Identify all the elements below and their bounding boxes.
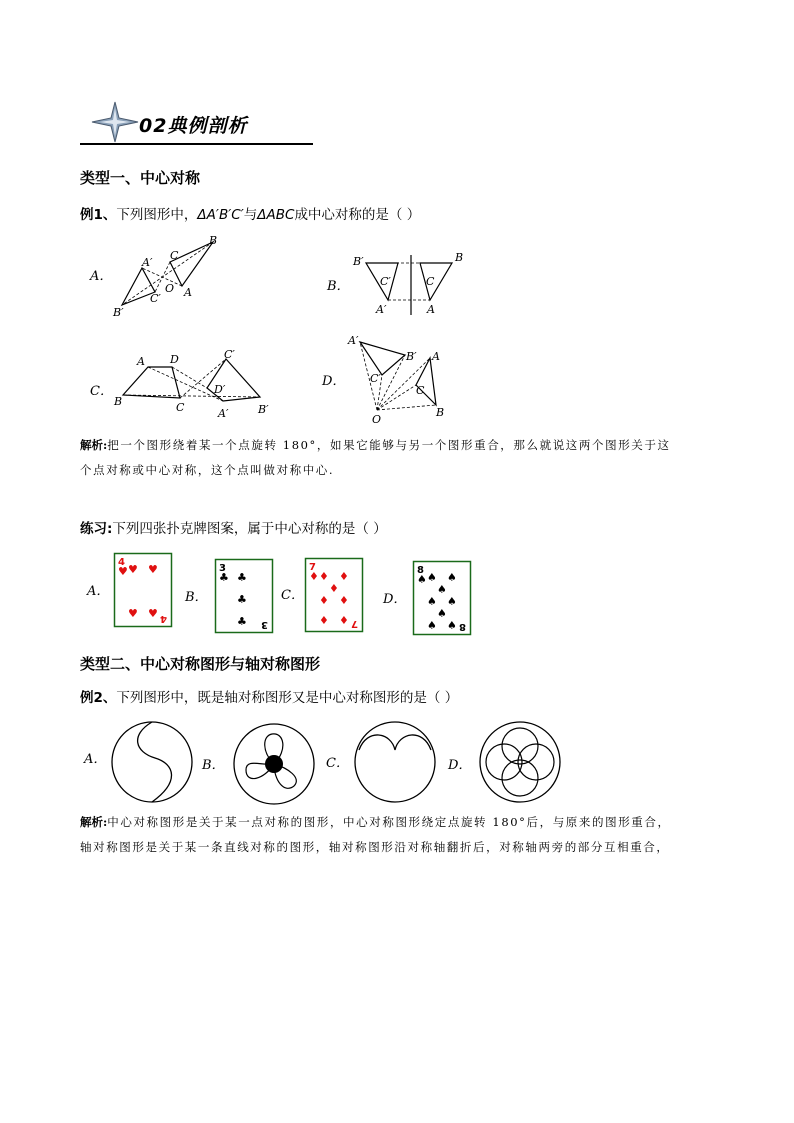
option-b-label: B．: [327, 279, 350, 294]
spade-icon: ♠: [427, 571, 437, 584]
section-header-title: 02典例剖析: [139, 115, 248, 137]
option-a-label: A．: [90, 269, 113, 284]
option-d-figure: [340, 330, 455, 425]
card-rank: 7: [309, 562, 316, 573]
card-rank: 4: [118, 557, 125, 568]
label-o: O: [165, 282, 175, 295]
heart-icon: ♥: [128, 563, 138, 576]
circle-fan-figure: [232, 722, 316, 806]
club-icon: ♣: [237, 593, 247, 606]
spade-icon: ♠: [437, 607, 447, 620]
header-underline: [80, 143, 313, 145]
diamond-icon: ♦: [339, 594, 349, 607]
diamond-icon: ♦: [319, 594, 329, 607]
label-b: B: [114, 395, 123, 408]
label-c-prime: C′: [224, 348, 235, 361]
label-c: C: [176, 401, 185, 414]
type1-heading: 类型一、中心对称: [80, 169, 201, 187]
svg-text:A′: A′: [348, 334, 359, 347]
analysis-1-text: 把一个图形绕着某一个点旋转 180°，如果它能够与另一个图形重合，那么就说这两个图形关于这个点对称或中心对称，这个点叫做对称中心.: [80, 438, 671, 477]
svg-text:C: C: [426, 275, 435, 288]
analysis-1: [80, 433, 680, 483]
heart-icon: ♥: [118, 565, 128, 578]
analysis-1-label: 解析:: [80, 438, 108, 452]
label-a-prime: A′: [218, 407, 229, 420]
card-rank: 8: [459, 621, 466, 632]
heart-icon: ♥: [148, 563, 158, 576]
fig2-option-c-label: C．: [326, 756, 349, 771]
spade-icon: ♠: [427, 619, 437, 632]
svg-text:C′: C′: [380, 275, 391, 288]
type2-heading: 类型二、中心对称图形与轴对称图形: [80, 655, 321, 673]
playing-card-7-diamonds: [305, 558, 363, 632]
diamond-icon: ♦: [339, 570, 349, 583]
spade-icon: ♠: [437, 583, 447, 596]
card-rank: 3: [261, 619, 268, 630]
analysis-2: [80, 810, 680, 860]
example1-text-mid: 与: [243, 207, 258, 223]
diamond-icon: ♦: [339, 614, 349, 627]
practice-text: 下列四张扑克牌图案，属于中心对称的是（ ）: [112, 521, 387, 537]
playing-card-3-clubs: [215, 559, 273, 633]
fig2-option-a-label: A．: [84, 752, 107, 767]
label-d: D: [170, 353, 179, 366]
spade-icon: ♠: [447, 595, 457, 608]
card-rank: 3: [219, 563, 226, 574]
practice-label: 练习:: [80, 521, 113, 537]
spade-icon: ♠: [447, 571, 457, 584]
option-d-label: D．: [322, 374, 346, 389]
svg-text:B′: B′: [353, 255, 364, 268]
spade-icon: ♠: [417, 573, 427, 586]
label-a: A: [184, 286, 192, 299]
svg-text:O: O: [372, 413, 382, 426]
circle-four-petal-figure: [478, 720, 562, 804]
fig2-option-d-label: D．: [448, 758, 472, 773]
circle-s-curve-figure: [110, 720, 195, 805]
card-option-c-label: C．: [281, 588, 304, 603]
label-c-prime: C′: [150, 292, 161, 305]
example1-triangle1: ΔA′B′C′: [197, 207, 244, 223]
example1-text-pre: 下列图形中，: [116, 207, 198, 223]
label-a-prime: A′: [142, 256, 153, 269]
svg-text:A′: A′: [376, 303, 387, 316]
option-b-figure: [350, 245, 475, 320]
card-rank: 8: [417, 565, 424, 576]
label-b-prime: B′: [113, 306, 124, 319]
card-rank: 7: [351, 618, 358, 629]
label-c: C: [170, 249, 179, 262]
compass-star-icon: [92, 102, 138, 142]
diamond-icon: ♦: [309, 570, 319, 583]
heart-icon: ♥: [148, 607, 158, 620]
svg-text:B′: B′: [406, 350, 417, 363]
club-icon: ♣: [237, 571, 247, 584]
svg-text:B: B: [436, 406, 445, 419]
playing-card-8-spades: [413, 561, 471, 635]
option-c-label: C．: [90, 384, 113, 399]
diamond-icon: ♦: [319, 570, 329, 583]
spade-icon: ♠: [427, 595, 437, 608]
label-a: A: [137, 355, 145, 368]
circle-heart-figure: [353, 720, 437, 804]
practice-question: [80, 517, 387, 537]
analysis-2-label: 解析:: [80, 815, 108, 829]
playing-card-4-hearts: [114, 553, 172, 627]
svg-text:B: B: [455, 251, 464, 264]
label-d-prime: D′: [214, 383, 226, 396]
fig2-option-b-label: B．: [202, 758, 225, 773]
option-c-figure: [110, 345, 280, 420]
card-option-a-label: A．: [87, 584, 110, 599]
example1-question: [80, 203, 420, 223]
heart-icon: ♥: [128, 607, 138, 620]
example2-label: 例2、: [80, 690, 117, 706]
club-icon: ♣: [219, 571, 229, 584]
example2-question: [80, 686, 458, 706]
svg-text:C: C: [416, 384, 425, 397]
label-b: B: [209, 234, 218, 247]
label-b-prime: B′: [258, 403, 269, 416]
example1-text-post: 成中心对称的是（ ）: [294, 207, 421, 223]
spade-icon: ♠: [447, 619, 457, 632]
card-option-d-label: D．: [383, 592, 407, 607]
example1-label: 例1、: [80, 207, 117, 223]
svg-text:C′: C′: [370, 372, 381, 385]
card-rank: 4: [160, 613, 167, 624]
svg-text:A: A: [427, 303, 435, 316]
card-option-b-label: B．: [185, 590, 208, 605]
diamond-icon: ♦: [329, 582, 339, 595]
club-icon: ♣: [237, 615, 247, 628]
example2-text: 下列图形中，既是轴对称图形又是中心对称图形的是（ ）: [116, 690, 459, 706]
example1-triangle2: ΔABC: [257, 207, 295, 223]
diamond-icon: ♦: [319, 614, 329, 627]
option-a-figure: [110, 230, 230, 320]
svg-text:A: A: [432, 350, 440, 363]
analysis-2-text: 中心对称图形是关于某一点对称的图形，中心对称图形绕定点旋转 180°后，与原来的图形重合，轴对称图形是关于某一条直线对称的图形，轴对称图形沿对称轴翻折后，对称轴两旁的部分互相重合，: [80, 815, 671, 854]
